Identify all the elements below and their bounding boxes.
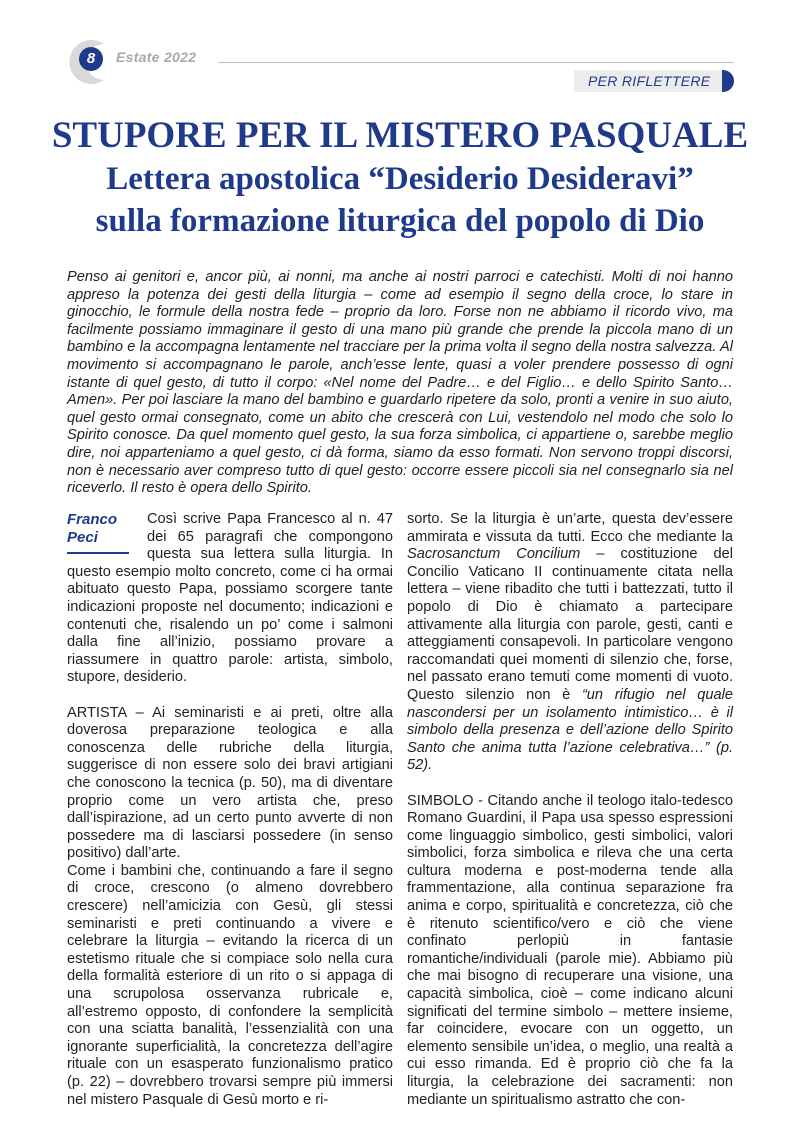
- article-title-block: [40, 115, 760, 241]
- author-last-name: Peci: [67, 528, 98, 546]
- body-paragraph-simbolo: SIMBOLO - Citando anche il teologo italo-tedesco Romano Guardini, il Papa usa spesso espressioni come linguaggio simbolico, gesti simbolici, valori simbolici, forza simbolica e rileva che una certa cultura moderna e post-moderna tende alla frammentazione, alla continua separazione fra anima e corpo, spiritualità e concretezza, ciò che è ritenuto scientifico/vero e ciò che viene confinato perlopiù in fantasie romantiche/individuali (parole mie). Abbiamo più che mai bisogno di recuperare una visione, una capacità simbolica, cioè – come indicano alcuni significati del termine simbolo – mettere insieme, far coincidere, evocare con un oggetto, un elemento sensibile un’idea, o meglio, una realtà a cui esso rimanda. Ed è proprio ciò che fa la liturgia, la celebrazione dei sacramenti: non mediante un spiritualismo astratto che con-: [407, 792, 733, 1108]
- intro-paragraph: Penso ai genitori e, ancor più, ai nonni, ma anche ai nostri parroci e catechisti. Molti di noi hanno appreso la potenza dei gesti della liturgia – come ad esempio il segno della croce, lo stare in ginocchio, le formule della nostra fede – proprio da loro. Forse non ne abbiamo il ricordo vivo, ma facilmente possiamo immaginare il gesto di una mano più grande che prende la piccola mano di un bambino e la accompagna lentamente nel tracciare per la prima volta il segno della nostra salvezza. Al movimento si accompagnano le parole, anch’esse lente, quasi a voler prendere possesso di ogni istante di quel gesto, di tutto il corpo: «Nel nome del Padre… e del Figlio… e dello Spirito Santo… Amen». Per poi lasciare la mano del bambino e guardarlo ripetere da solo, pronti a venire in suo aiuto, quel gesto ormai consegnato, come un abito che crescerà con Lui, vestendolo nel modo che solo lo Spirito conosce. Da quel momento quel gesto, la sua forza simbolica, ci appartiene o, sarebbe meglio dire, noi apparteniamo a quel gesto, ci dà forma, siamo da esso formati. Non servono troppi discorsi, non è necessario aver compreso tutto di quel gesto: occorre essere piccoli sia nel consegnarlo sia nel riceverlo. Il resto è opera dello Spirito.: [67, 269, 733, 497]
- author-first-name: Franco: [67, 511, 118, 528]
- body-paragraph-silenzio: [407, 511, 733, 775]
- header-divider: [218, 62, 734, 63]
- body-paragraph-3: Come i bambini che, continuando a fare il segno di croce, crescono (o almeno dovrebbero crescere) nell’amicizia con Gesù, gli stessi seminaristi e preti continuando a vivere e celebrare la liturgia – evitando la ricerca di un estetismo rituale che si compiace solo nella cura della formalità esteriore di un rito o si appaga di una scrupolosa osservanza rubricale e, all’estremo opposto, di confondere la semplicità con una sciatta banalità, l’essenzialità con una ignorante superficialità, la concretezza dell’agire rituale con un esasperato funzionalismo pratico (p. 22) – dovrebbero trovarsi sempre più immersi nel mistero Pasquale di Gesù morto e ri-: [67, 862, 393, 1108]
- article-subtitle-line-2: sulla formazione liturgica del popolo di Dio: [95, 203, 705, 239]
- article-title: STUPORE PER IL MISTERO PASQUALE: [51, 115, 749, 156]
- body-paragraph-artista: ARTISTA – Ai seminaristi e ai preti, oltre alla doverosa preparazione teologica e alla conoscenza delle rubriche della liturgia, suggerisce di non essere solo dei bravi artigiani che conoscono la tecnica (p. 50), ma di diventare proprio come un vero artista che, preso dall’ispirazione, ad un certo punto avverte di non possedere ma di lasciarsi possedere (in senso positivo) dall’arte.: [67, 704, 393, 862]
- author-underline: [67, 552, 129, 554]
- quotation: “un rifugio nel quale nascondersi per un isolamento intimistico… è il simbolo della presenza e dell’azione dello Spirito Santo che anima tutta l’azione celebrativa…” (p. 52).: [407, 686, 734, 774]
- right-column: [407, 511, 733, 1109]
- left-column: [67, 511, 393, 1109]
- text-run: sorto. Se la liturgia è un’arte, questa dev’essere ammirata e vissuta da tutti. Ecco che mediante la: [407, 511, 733, 545]
- body-paragraph-1: Così scrive Papa Francesco al n. 47 dei 65 paragrafi che compongono questa sua lettera sulla liturgia. In questo esempio molto concreto, come ci ha ormai abituato questo Papa, possiamo scorgere tante indicazioni proposte nel documento; indicazioni e contenuti che, risalendo un po’ come i salmoni dalla fine all’inizio, possiamo provare a riassumere in quattro parole: artista, simbolo, stupore, desiderio.: [67, 511, 393, 686]
- text-run: – costituzione del Concilio Vaticano II continuamente citata nella lettera – viene ribadito che tutti i battezzati, tutto il popolo di Dio è chiamato a partecipare attivamente alla liturgia con parole, gesti, canti e atteggiamenti consapevoli. In particolare vengono raccomandati quei momenti di silenzio che, forse, nel passato erano temuti come momenti di vuoto. Questo silenzio non è: [407, 546, 733, 703]
- section-tag-cap: [722, 70, 734, 92]
- article-subtitle-line-1: Lettera apostolica “Desiderio Desideravi”: [106, 161, 694, 197]
- issue-label: Estate 2022: [116, 49, 197, 65]
- author-byline: [67, 511, 135, 560]
- document-title: Sacrosanctum Concilium: [407, 546, 581, 563]
- section-tag: PER RIFLETTERE: [574, 70, 724, 92]
- page-number: 8: [79, 47, 103, 71]
